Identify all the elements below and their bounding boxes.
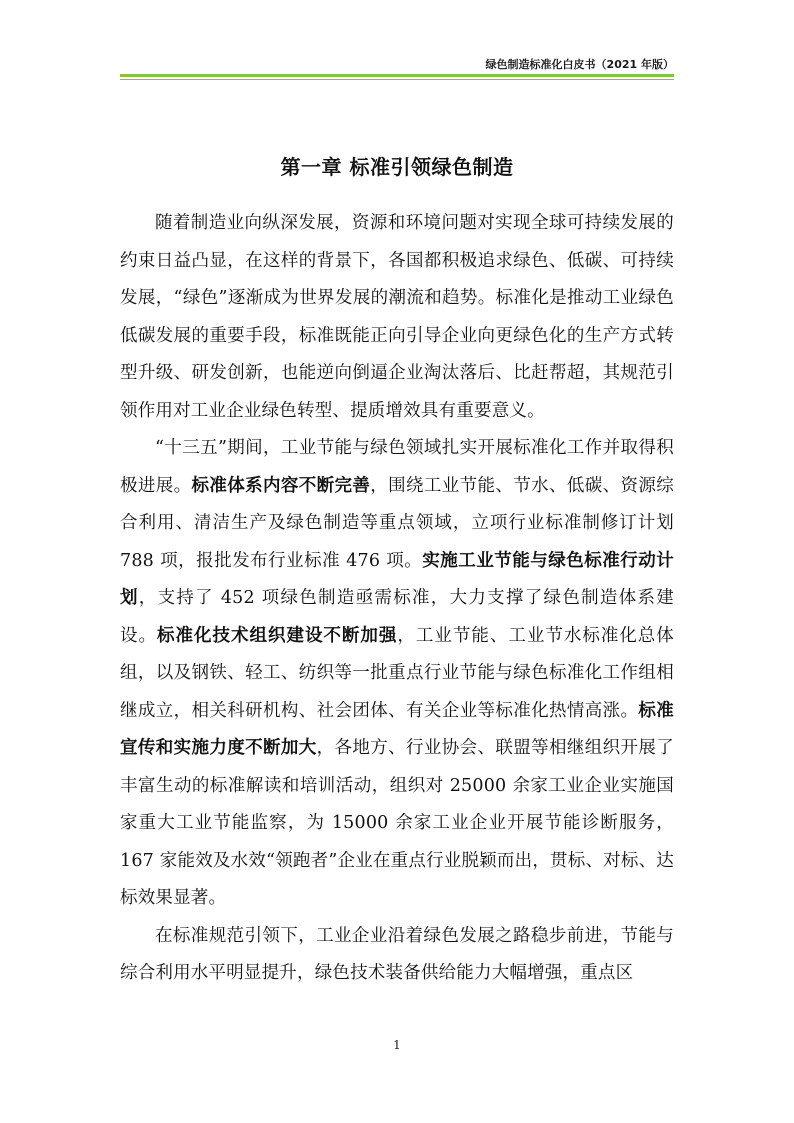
page-number: 1 (393, 1038, 401, 1052)
header-divider-thin (120, 79, 674, 80)
paragraph-progress (120, 430, 674, 918)
body-text (120, 205, 674, 993)
progress-text-1: “十三五”期间，工业节能与绿色领域扎实开展标准化工作并取得积极进展。 (120, 438, 674, 496)
paragraph-guidance: 在标准规范引领下，工业企业沿着绿色发展之路稳步前进，节能与综合利用水平明显提升，绿色技术装备供给能力大幅增强，重点区 (120, 925, 674, 983)
highlight-standard-system: 标准体系内容不断完善 (191, 475, 371, 496)
progress-text-2: ，围绕工业节能、节水、低碳、资源综合利用、清洁生产及绿色制造等重点领域，立项行业标准制修订计划 788 项，报批发布行业标准 476 项。 (120, 475, 674, 571)
progress-text-4: ，工业节能、工业节水标准化总体组，以及钢铁、轻工、纺织等一批重点行业节能与绿色标准化工作组相继成立，相关科研机构、社会团体、有关企业等标准化热情高涨。 (120, 625, 675, 721)
highlight-action-plan: 实施工业节能与绿色标准行动计划 (120, 550, 674, 608)
paragraph-intro: 随着制造业向纵深发展，资源和环境问题对实现全球可持续发展的约束日益凸显，在这样的背景下，各国都积极追求绿色、低碳、可持续发展，“绿色”逐渐成为世界发展的潮流和趋势。标准化是推动工业绿色低碳发展的重要手段，标准既能正向引导企业向更绿色化的生产方式转型升级、研发创新，也能逆向倒逼企业淘汰落后、比赶帮超，其规范引领作用对工业企业绿色转型、提质增效具有重要意义。 (120, 213, 674, 421)
progress-text-5: ，各地方、行业协会、联盟等相继组织开展了丰富生动的标准解读和培训活动，组织对 25000 余家工业企业实施国家重大工业节能监察，为 15000 余家工业企业开展节能诊断服务，167 家能效及水效“领跑者”企业在重点行业脱颖而出，贯标、对标、达标效果显著。 (120, 738, 675, 908)
highlight-technical-organization: 标准化技术组织建设不断加强 (157, 625, 398, 646)
running-header-title: 绿色制造标准化白皮书（2021 年版） (485, 58, 674, 71)
highlight-publicity-implementation: 标准宣传和实施力度不断加大 (120, 700, 674, 758)
progress-text-3: ，支持了 452 项绿色制造亟需标准，大力支撑了绿色制造体系建设。 (120, 588, 674, 646)
chapter-title: 第一章 标准引领绿色制造 (280, 155, 514, 180)
